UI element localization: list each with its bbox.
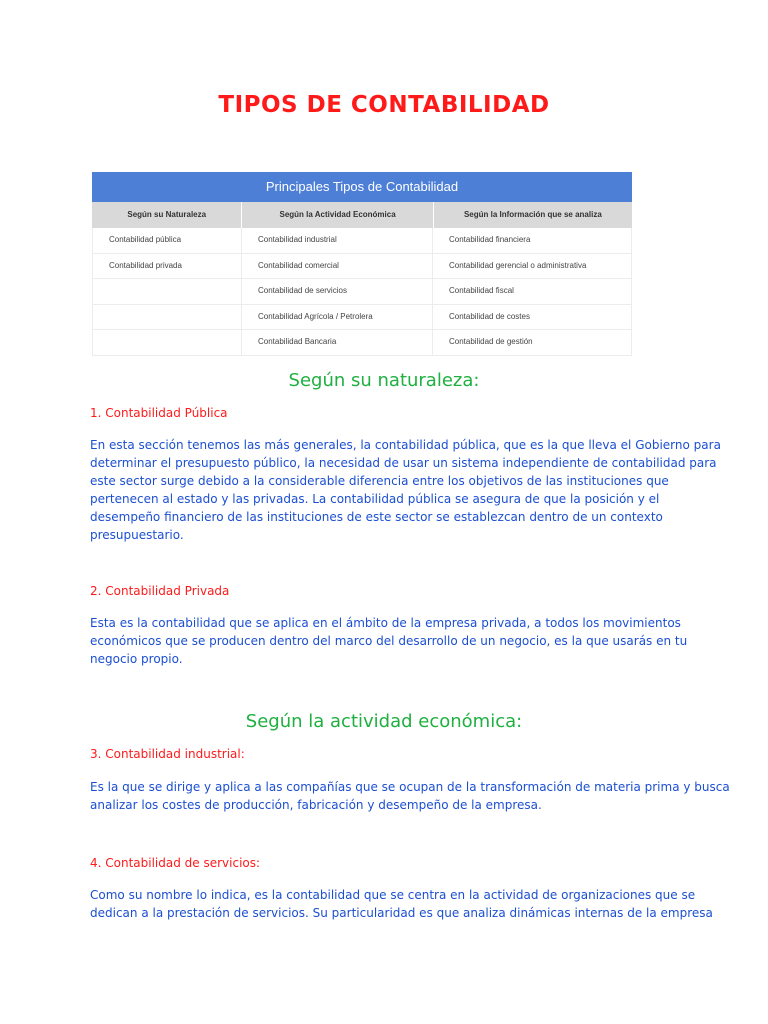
paragraph-line: económicos que se producen dentro del marco del desarrollo de un negocio, es la que usarás en tu	[90, 634, 688, 648]
paragraph	[90, 436, 721, 544]
paragraph-line: analizar los costes de producción, fabricación y desempeño de la empresa.	[90, 798, 542, 812]
table-row	[92, 228, 632, 254]
table-header-cell: Según la Información que se analiza	[463, 210, 602, 219]
table-header-row	[92, 202, 632, 228]
paragraph-line: Esta es la contabilidad que se aplica en el ámbito de la empresa privada, a todos los movimientos	[90, 616, 681, 630]
table-header-cell: Según la Actividad Económica	[242, 202, 433, 228]
table-cell: Contabilidad privada	[92, 254, 242, 279]
paragraph	[90, 614, 688, 668]
table-caption: Principales Tipos de Contabilidad	[92, 172, 632, 202]
table-cell: Contabilidad industrial	[242, 228, 433, 253]
table-cell	[92, 305, 242, 330]
paragraph-line: En esta sección tenemos las más generales, la contabilidad pública, que es la que lleva el Gobierno para	[90, 438, 721, 452]
paragraph-line: este sector surge debido a la considerable diferencia entre los objetivos de las instituciones que	[90, 474, 669, 488]
table-cell: Contabilidad de servicios	[242, 279, 433, 304]
table-cell: Contabilidad pública	[92, 228, 242, 253]
table-cell: Contabilidad de costes	[433, 305, 632, 330]
subsection-title: 1. Contabilidad Pública	[90, 406, 228, 420]
paragraph	[90, 886, 713, 922]
types-table	[92, 172, 632, 356]
subsection-title: 4. Contabilidad de servicios:	[90, 856, 261, 870]
table-cell: Contabilidad fiscal	[433, 279, 632, 304]
table-cell: Contabilidad comercial	[242, 254, 433, 279]
table-row	[92, 279, 632, 305]
paragraph-line: determinar el presupuesto público, la necesidad de usar un sistema independiente de contabilidad para	[90, 456, 717, 470]
table-row	[92, 330, 632, 356]
table-row	[92, 305, 632, 331]
subsection-title: 3. Contabilidad industrial:	[90, 747, 245, 761]
paragraph-line: Es la que se dirige y aplica a las compañías que se ocupan de la transformación de materia prima y busca	[90, 780, 730, 794]
table-header-cell: Según su Naturaleza	[92, 202, 242, 228]
table-cell	[92, 279, 242, 304]
paragraph-line: desempeño financiero de las instituciones de este sector se establezcan dentro de un contexto	[90, 510, 663, 524]
table-row	[92, 254, 632, 280]
page-title: TIPOS DE CONTABILIDAD	[218, 92, 550, 118]
paragraph-line: dedican a la prestación de servicios. Su particularidad es que analiza dinámicas internas de la empresa	[90, 906, 713, 920]
paragraph-line: pertenecen al estado y las privadas. La contabilidad pública se asegura de que la posición y el	[90, 492, 660, 506]
section-heading-naturaleza: Según su naturaleza:	[288, 370, 480, 391]
table-cell: Contabilidad de gestión	[433, 330, 632, 355]
table-cell: Contabilidad Bancaria	[242, 330, 433, 355]
paragraph-line: presupuestario.	[90, 528, 184, 542]
section-heading-actividad: Según la actividad económica:	[245, 711, 523, 732]
table-cell: Contabilidad gerencial o administrativa	[433, 254, 632, 279]
paragraph-line: negocio propio.	[90, 652, 183, 666]
table-cell: Contabilidad Agrícola / Petrolera	[242, 305, 433, 330]
table-cell	[92, 330, 242, 355]
paragraph-line: Como su nombre lo indica, es la contabilidad que se centra en la actividad de organizaciones que se	[90, 888, 696, 902]
subsection-title: 2. Contabilidad Privada	[90, 584, 230, 598]
paragraph	[90, 778, 730, 814]
table-cell: Contabilidad financiera	[433, 228, 632, 253]
